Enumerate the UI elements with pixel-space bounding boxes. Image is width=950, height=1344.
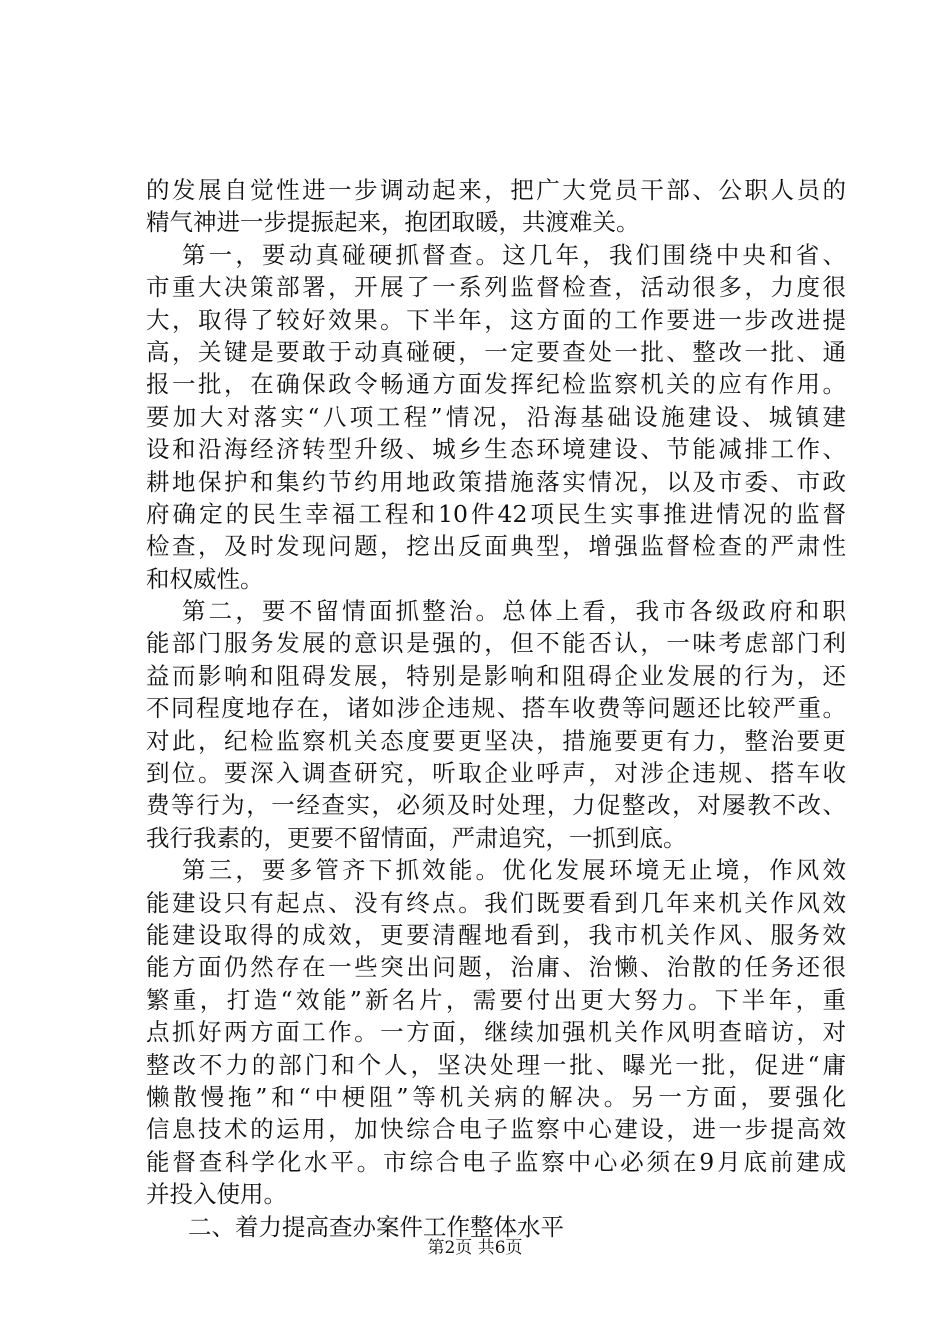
text-line: 能督查科学化水平。市综合电子监察中心必须在9月底前建成 — [146, 1147, 846, 1176]
text-line: 市重大决策部署，开展了一系列监督检查，活动很多，力度很 — [146, 273, 846, 302]
text-line: 大，取得了较好效果。下半年，这方面的工作要进一步改进提 — [146, 305, 846, 334]
text-line: 耕地保护和集约节约用地政策措施落实情况，以及市委、市政 — [146, 467, 846, 496]
text-line: 精气神进一步提振起来，抱团取暖，共渡难关。 — [146, 208, 640, 237]
text-line: 繁重，打造“效能”新名片，需要付出更大努力。下半年，重 — [146, 985, 846, 1014]
text-line: 并投入使用。 — [146, 1180, 287, 1209]
text-line: 和权威性。 — [146, 564, 264, 593]
text-line: 能部门服务发展的意识是强的，但不能否认，一味考虑部门利 — [146, 629, 846, 658]
document-body — [146, 174, 846, 1243]
text-line: 我行我素的，更要不留情面，严肃追究，一抓到底。 — [146, 823, 687, 852]
paragraph-start-line: 第二，要不留情面抓整治。总体上看，我市各级政府和职 — [182, 597, 846, 626]
text-line: 检查，及时发现问题，挖出反面典型，增强监督检查的严肃性 — [146, 532, 846, 561]
page-number-footer: 第2页 共6页 — [427, 1238, 523, 1258]
text-line: 府确定的民生幸福工程和10件42项民生实事推进情况的监督 — [146, 499, 846, 528]
text-line: 整改不力的部门和个人，坚决处理一批、曝光一批，促进“庸 — [146, 1050, 846, 1079]
text-line: 费等行为，一经查实，必须及时处理，力促整改，对屡教不改、 — [146, 791, 846, 820]
paragraph-start-line: 第一，要动真碰硬抓督查。这几年，我们围绕中央和省、 — [182, 240, 846, 269]
text-line: 对此，纪检监察机关态度要更坚决，措施要更有力，整治要更 — [146, 726, 846, 755]
text-line: 能建设取得的成效，更要清醒地看到，我市机关作风、服务效 — [146, 920, 846, 949]
text-line: 设和沿海经济转型升级、城乡生态环境建设、节能减排工作、 — [146, 435, 846, 464]
text-line: 报一批，在确保政令畅通方面发挥纪检监察机关的应有作用。 — [146, 370, 846, 399]
text-line: 懒散慢拖”和“中梗阻”等机关病的解决。另一方面，要强化 — [146, 1082, 846, 1111]
text-line: 要加大对落实“八项工程”情况，沿海基础设施建设、城镇建 — [146, 402, 846, 431]
text-line: 能建设只有起点、没有终点。我们既要看到几年来机关作风效 — [146, 888, 846, 917]
text-line: 的发展自觉性进一步调动起来，把广大党员干部、公职人员的 — [146, 176, 846, 204]
text-line: 能方面仍然存在一些突出问题，治庸、治懒、治散的任务还很 — [146, 953, 846, 982]
text-line: 信息技术的运用，加快综合电子监察中心建设，进一步提高效 — [146, 1115, 846, 1144]
section-heading: 二、着力提高查办案件工作整体水平 — [188, 1212, 564, 1241]
text-line: 到位。要深入调查研究，听取企业呼声，对涉企违规、搭车收 — [146, 759, 846, 788]
text-line: 不同程度地存在，诸如涉企违规、搭车收费等问题还比较严重。 — [146, 694, 846, 723]
text-line: 点抓好两方面工作。一方面，继续加强机关作风明查暗访，对 — [146, 1018, 846, 1047]
text-line: 高，关键是要敢于动真碰硬，一定要查处一批、整改一批、通 — [146, 337, 846, 366]
paragraph-start-line: 第三，要多管齐下抓效能。优化发展环境无止境，作风效 — [182, 856, 846, 885]
text-line: 益而影响和阻碍发展，特别是影响和阻碍企业发展的行为，还 — [146, 661, 846, 690]
